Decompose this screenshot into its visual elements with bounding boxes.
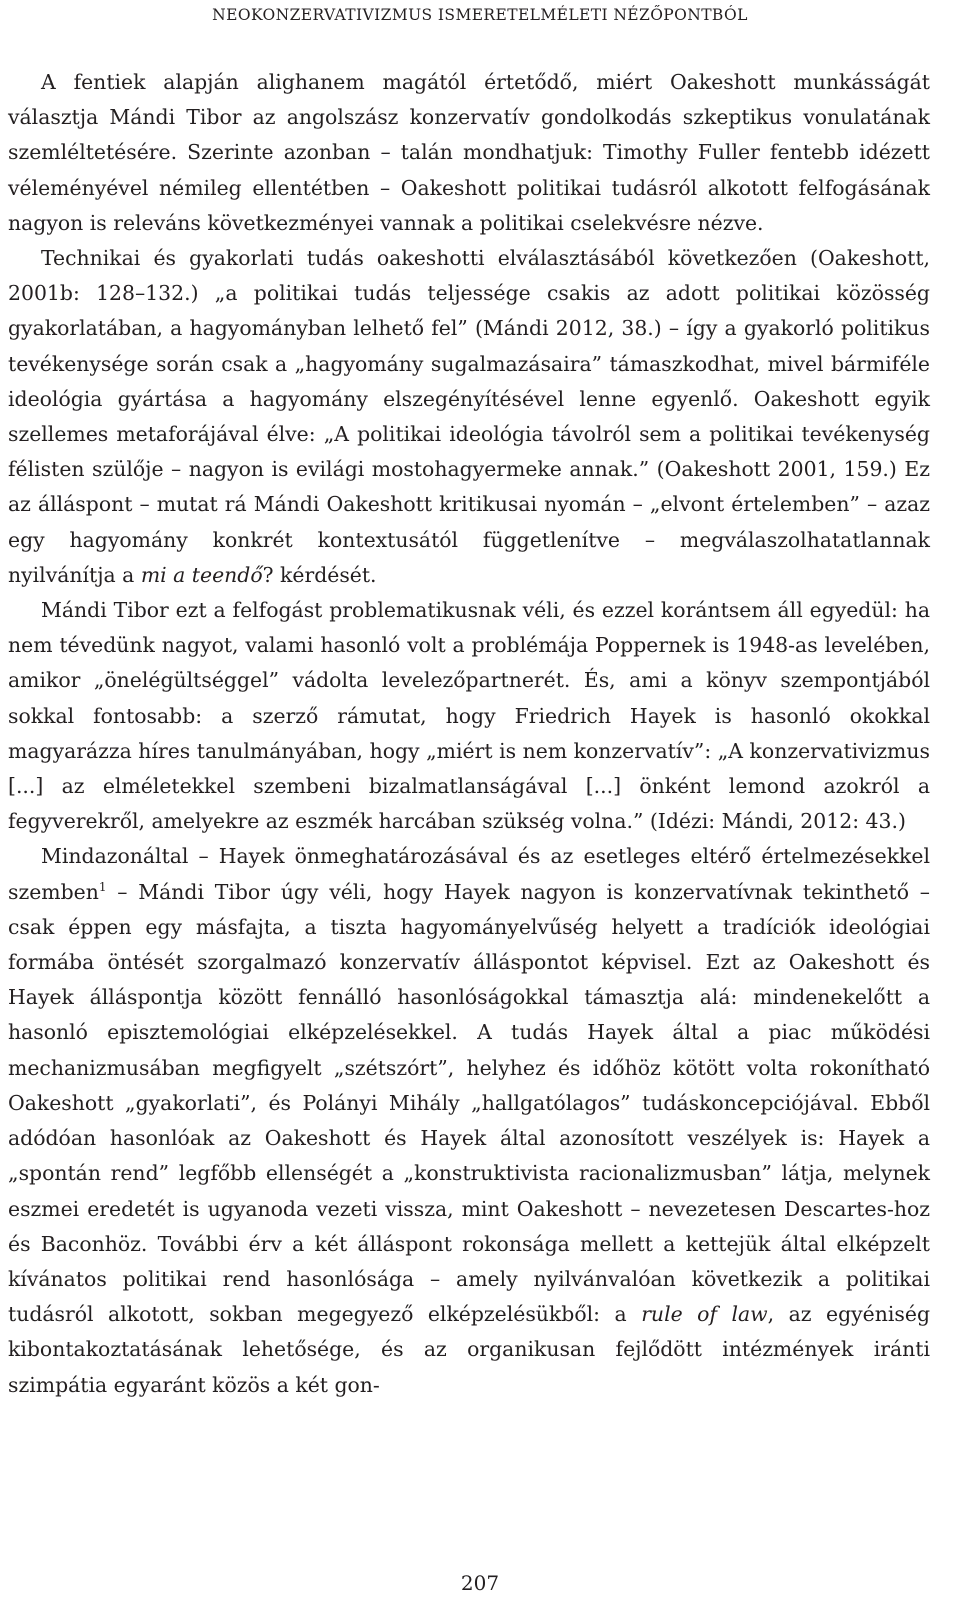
paragraph-4-tail: , az egyéniség kibontakoztatásának lehetősége, és az organikusan fejlődött intézmények iránti szimpátia egyaránt közös a két gon-: [8, 1302, 930, 1397]
paragraph-4-italic: rule of law: [641, 1302, 768, 1327]
paragraph-4-text: Mindazonáltal – Hayek önmeghatározásával és az esetleges eltérő értelmezésekkel szemben: [8, 844, 930, 904]
paragraph-2-text: Technikai és gyakorlati tudás oakeshotti elválasztásából következően (Oakeshott, 2001b: 128–132.) „a politikai tudás teljessége csakis az adott politikai közösség gyakorlatában, a hagyományban lelhető fel” (Mándi 2012, 38.) – így a gyakorló politikus tevékenysége során csak a „hagyomány sugalmazásaira” támaszkodhat, mivel bármiféle ideológia gyártása a hagyomány elszegényítésével lenne egyenlő. Oakeshott egyik szellemes metaforájával élve: „A politikai ideológia távolról sem a politikai tevékenység félisten szülője – nagyon is evilági mostohagyermeke annak.” (Oakeshott 2001, 159.) Ez az álláspont – mutat rá Mándi Oakeshott kritikusai nyomán – „elvont értelemben” – azaz egy hagyomány konkrét kontextusától függetlenítve – megválaszolhatatlannak nyilvánítja a: [8, 246, 930, 587]
paragraph-3: [8, 593, 930, 839]
paragraph-4: [8, 839, 930, 1402]
paragraph-1-text: A fentiek alapján alighanem magától értetődő, miért Oakeshott munkásságát választja Mándi Tibor az angolszász konzervatív gondolkodás szkeptikus vonulatának szemléltetésére. Szerinte azonban – talán mondhatjuk: Timothy Fuller fentebb idézett véleményével némileg ellentétben – Oakeshott politikai tudásról alkotott felfogásának nagyon is releváns következményei vannak a politikai cselekvésre nézve.: [8, 70, 930, 235]
paragraph-1: [8, 65, 930, 241]
paragraph-2-tail: ? kérdését.: [262, 562, 377, 587]
paragraph-4-middle: – Mándi Tibor úgy véli, hogy Hayek nagyon is konzervatívnak tekinthető – csak éppen egy másfajta, a tiszta hagyományelvűség helyett a tradíciók ideológiai formába öntését szorgalmazó konzervatív álláspontot képvisel. Ezt az Oakeshott és Hayek álláspontja között fennálló hasonlóságokkal támasztja alá: mindenekelőtt a hasonló episztemológiai elképzelésekkel. A tudás Hayek által a piac működési mechanizmusában megfigyelt „szétszórt”, helyhez és időhöz kötött volta rokonítható Oakeshott „gyakorlati”, és Polányi Mihály „hallgatólagos” tudáskoncepciójával. Ebből adódóan hasonlóak az Oakeshott és Hayek által azonosított veszélyek is: Hayek a „spontán rend” legfőbb ellenségét a „konstruktivista racionalizmusban” látja, melynek eszmei eredetét is ugyanoda vezeti vissza, mint Oakeshott – nevezetesen Descartes-hoz és Baconhöz. További érv a két álláspont rokonsága mellett a kettejük által elképzelt kívánatos politikai rend hasonlósága – amely nyilvánvalóan következik a politikai tudásról alkotott, sokban megegyező elképzelésükből: a: [8, 879, 930, 1327]
paragraph-3-text: Mándi Tibor ezt a felfogást problematikusnak véli, és ezzel korántsem áll egyedül: ha nem tévedünk nagyot, valami hasonló volt a problémája Poppernek is 1948-as levelében, amikor „önelégültséggel” vádolta levelezőpartnerét. És, ami a könyv szempontjából sokkal fontosabb: a szerző rámutat, hogy Friedrich Hayek is hasonló okokkal magyarázza híres tanulmányában, hogy „miért is nem konzervatív”: „A konzervativizmus [...] az elméletekkel szembeni bizalmatlanságával [...] önként lemond azokról a fegyverekről, amelyekre az eszmék harcában szükség volna.” (Idézi: Mándi, 2012: 43.): [8, 598, 930, 834]
paragraph-2: [8, 241, 930, 593]
page-number: 207: [460, 1571, 500, 1595]
running-head: NEOKONZERVATIVIZMUS ISMERETELMÉLETI NÉZŐPONTBÓL: [212, 6, 748, 24]
body-text: [8, 65, 930, 1403]
footnote-marker[interactable]: 1: [98, 879, 107, 894]
paragraph-2-italic: mi a teendő: [140, 562, 263, 587]
